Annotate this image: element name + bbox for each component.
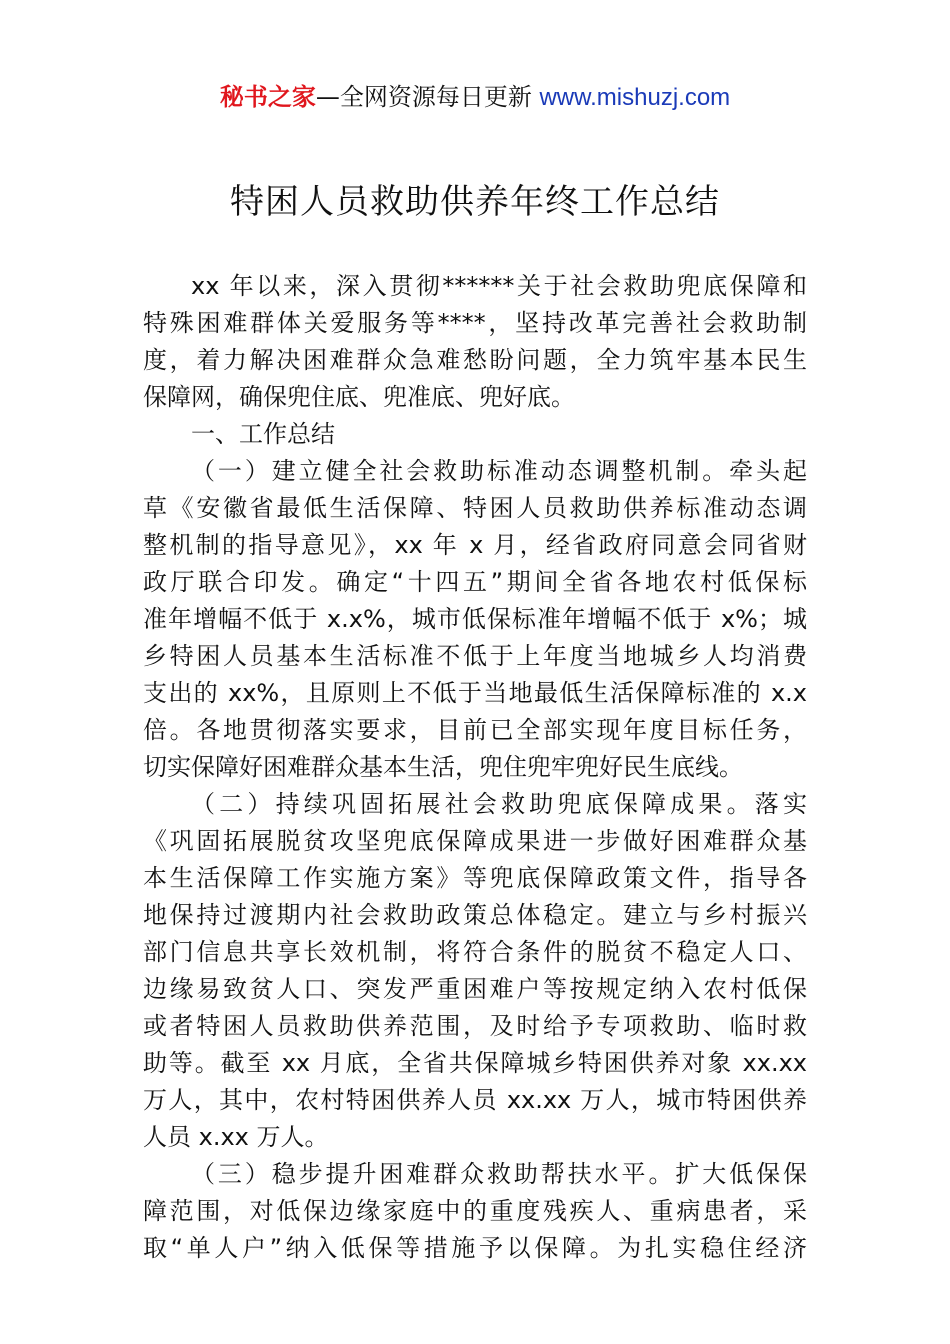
paragraph-line: 度，着力解决困难群众急难愁盼问题，全力筑牢基本民生 [143, 346, 807, 374]
paragraph-line: 障范围，对低保边缘家庭中的重度残疾人、重病患者，采 [143, 1197, 807, 1225]
paragraph-line: xx 年以来，深入贯彻******关于社会救助兜底保障和 [191, 272, 807, 300]
site-url[interactable]: www.mishuzj.com [539, 84, 731, 111]
paragraph-line: 取“单人户”纳入低保等措施予以保障。为扎实稳住经济 [143, 1234, 807, 1262]
section-heading: 一、工作总结 [191, 420, 335, 448]
header-tagline: —全网资源每日更新 [315, 83, 540, 111]
paragraph-line: 草《安徽省最低生活保障、特困人员救助供养标准动态调 [143, 494, 807, 522]
paragraph-line: 部门信息共享长效机制，将符合条件的脱贫不稳定人口、 [143, 938, 807, 966]
paragraph-line: 切实保障好困难群众基本生活，兜住兜牢兜好民生底线。 [143, 753, 743, 781]
paragraph-line: 地保持过渡期内社会救助政策总体稳定。建立与乡村振兴 [143, 901, 807, 929]
paragraph-line: 保障网，确保兜住底、兜准底、兜好底。 [143, 383, 575, 411]
paragraph-line: （三）稳步提升困难群众救助帮扶水平。扩大低保保 [191, 1160, 807, 1188]
paragraph-line: 或者特困人员救助供养范围，及时给予专项救助、临时救 [143, 1012, 807, 1040]
paragraph-line: 倍。各地贯彻落实要求，目前已全部实现年度目标任务， [143, 716, 807, 744]
paragraph-line: （二）持续巩固拓展社会救助兜底保障成果。落实 [191, 790, 807, 818]
brand-name: 秘书之家 [219, 83, 316, 111]
site-header [0, 80, 950, 115]
paragraph-line: 整机制的指导意见》，xx 年 x 月，经省政府同意会同省财 [143, 531, 807, 559]
paragraph-line: 乡特困人员基本生活标准不低于上年度当地城乡人均消费 [143, 642, 807, 670]
paragraph-line: 助等。截至 xx 月底，全省共保障城乡特困供养对象 xx.xx [143, 1049, 807, 1077]
paragraph-line: 支出的 xx%，且原则上不低于当地最低生活保障标准的 x.x [143, 679, 807, 707]
paragraph-line: 万人，其中，农村特困供养人员 xx.xx 万人，城市特困供养 [143, 1086, 807, 1114]
document-body [143, 268, 807, 1267]
paragraph-line: 边缘易致贫人口、突发严重困难户等按规定纳入农村低保 [143, 975, 807, 1003]
paragraph-line: 人员 x.xx 万人。 [143, 1123, 329, 1151]
paragraph-line: 本生活保障工作实施方案》等兜底保障政策文件，指导各 [143, 864, 807, 892]
paragraph-line: 政厅联合印发。确定“十四五”期间全省各地农村低保标 [143, 568, 807, 596]
paragraph-line: 特殊困难群体关爱服务等****，坚持改革完善社会救助制 [143, 309, 807, 337]
paragraph-line: （一）建立健全社会救助标准动态调整机制。牵头起 [191, 457, 807, 485]
document-title: 特困人员救助供养年终工作总结 [230, 182, 720, 222]
paragraph-line: 准年增幅不低于 x.x%，城市低保标准年增幅不低于 x%；城 [143, 605, 807, 633]
paragraph-line: 《巩固拓展脱贫攻坚兜底保障成果进一步做好困难群众基 [143, 827, 807, 855]
